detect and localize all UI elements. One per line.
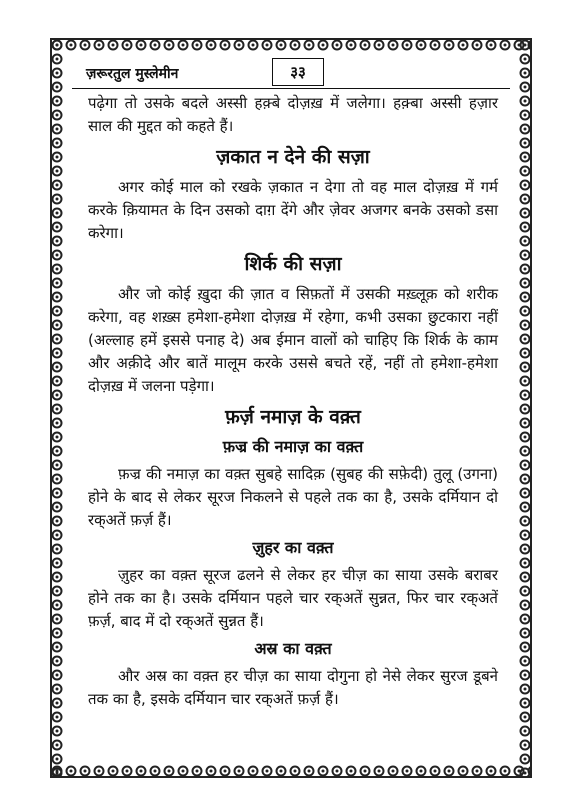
zuhr-heading: ज़ुहर का वक़्त [252, 538, 334, 557]
decorative-border-left [50, 38, 64, 778]
asr-heading: अस्र का वक़्त [254, 639, 332, 658]
shirk-heading: शिर्क की सज़ा [244, 253, 342, 275]
decorative-border-top [50, 38, 532, 52]
shirk-paragraph: और जो कोई ख़ुदा की ज़ात व सिफ़तों में उसकी मख़्लूक़ को शरीक करेगा, वह शख़्स हमेशा-हमेशा दोज़ख़ में रहेगा, कभी उसका छुटकारा नहीं (अल्लाह हमें इससे पनाह दे) अब ईमान वालों को चाहिए कि शिर्क के काम और अक़ीदे और बातें मालूम करके उससे बचते रहें, नहीं तो हमेशा-हमेशा दोज़ख़ में जलना पड़ेगा। [88, 285, 498, 395]
asr-paragraph: और अस्र का वक़्त हर चीज़ का साया दोगुना हो नेसे लेकर सुरज डूबने तक का है, इसके दर्मियान चार रक्अतें फ़र्ज़ हैं। [88, 667, 498, 708]
farz-namaz-heading: फ़र्ज़ नमाज़ के वक़्त [225, 406, 361, 428]
page-header [72, 58, 510, 88]
fajr-heading: फ़ज्र की नमाज़ का वक़्त [222, 437, 364, 456]
zakat-paragraph: अगर कोई माल को रखके ज़कात न देगा तो वह माल दोज़ख़ में गर्म करके क़ियामत के दिन उसको दाग़ देंगे और ज़ेवर अजगर बनके उसको डसा करेगा। [88, 178, 498, 242]
page-body [88, 92, 498, 711]
zuhr-paragraph: ज़ुहर का वक़्त सूरज ढलने से लेकर हर चीज़ का साया उसके बराबर होने तक का है। उसके दर्मियान पहले चार रक्अतें सुन्नत, फिर चार रक्अतें फ़र्ज़, बाद में दो रक्अतें सुन्नत हैं। [88, 566, 498, 630]
decorative-border-bottom [50, 764, 532, 778]
intro-paragraph: पढ़ेगा तो उसके बदले अस्सी हक़्बे दोज़ख़ में जलेगा। हक़्बा अस्सी हज़ार साल की मुद्दत को कहते हैं। [88, 94, 498, 135]
page-number: ३३ [272, 58, 324, 86]
zakat-heading: ज़कात न देने की सज़ा [216, 146, 370, 168]
header-divider [72, 88, 510, 89]
fajr-paragraph: फ़ज्र की नमाज़ का वक़्त सुबहे सादिक़ (सुबह की सफ़ेदी) तुलू (उगना) होने के बाद से लेकर सूरज निकलने से पहले तक का है, उसके दर्मियान दो रक्अतें फ़र्ज़ हैं। [88, 465, 498, 529]
running-title: ज़रूरतुल मुस्लेमीन [86, 66, 179, 82]
decorative-border-right [518, 38, 532, 778]
